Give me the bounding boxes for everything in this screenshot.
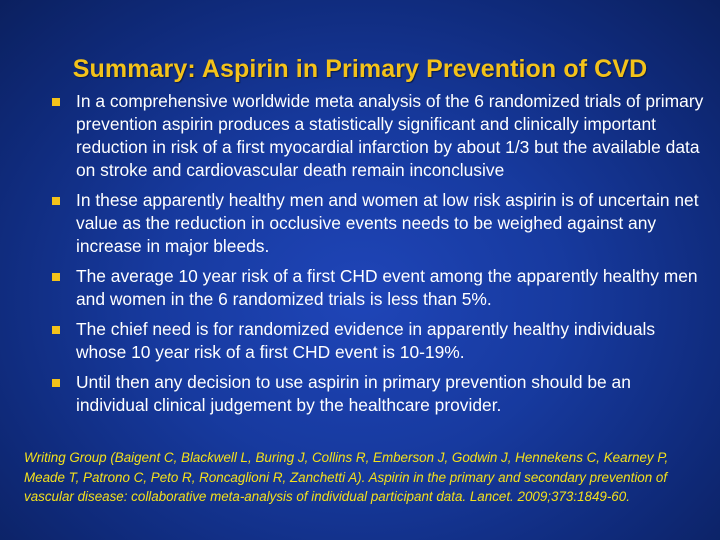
bullet-item: [48, 371, 708, 417]
square-bullet-icon: [52, 273, 60, 281]
bullet-item: [48, 265, 708, 311]
citation-reference: Writing Group (Baigent C, Blackwell L, Buring J, Collins R, Emberson J, Godwin J, Hennekens C, Kearney P, Meade T, Patrono C, Peto R, Roncaglioni R, Zanchetti A). Aspirin in the primary and secondary prevention of vascular disease: collaborative meta-analysis of individual participant data. Lancet. 2009;373:1849-60.: [24, 450, 669, 504]
bullet-text: The average 10 year risk of a first CHD event among the apparently healthy men and women in the 6 randomized trials is less than 5%.: [76, 266, 698, 309]
slide-title: Summary: Aspirin in Primary Prevention of CVD: [72, 55, 648, 83]
square-bullet-icon: [52, 326, 60, 334]
bullet-text: In a comprehensive worldwide meta analysis of the 6 randomized trials of primary prevention aspirin produces a statistically significant and clinically important reduction in risk of a first myocardial infarction by about 1/3 but the available data on stroke and cardiovascular death remain inconclusive: [76, 91, 704, 180]
bullet-text: The chief need is for randomized evidence in apparently healthy individuals whose 10 year risk of a first CHD event is 10-19%.: [76, 319, 656, 362]
bullet-list: [48, 90, 708, 424]
bullet-text: In these apparently healthy men and women at low risk aspirin is of uncertain net value as the reduction in occlusive events needs to be weighed against any increase in major bleeds.: [76, 190, 699, 256]
bullet-item: [48, 318, 708, 364]
square-bullet-icon: [52, 379, 60, 387]
bullet-item: [48, 90, 708, 182]
square-bullet-icon: [52, 197, 60, 205]
square-bullet-icon: [52, 98, 60, 106]
bullet-text: Until then any decision to use aspirin in primary prevention should be an individual clinical judgement by the healthcare provider.: [76, 372, 631, 415]
bullet-item: [48, 189, 708, 258]
